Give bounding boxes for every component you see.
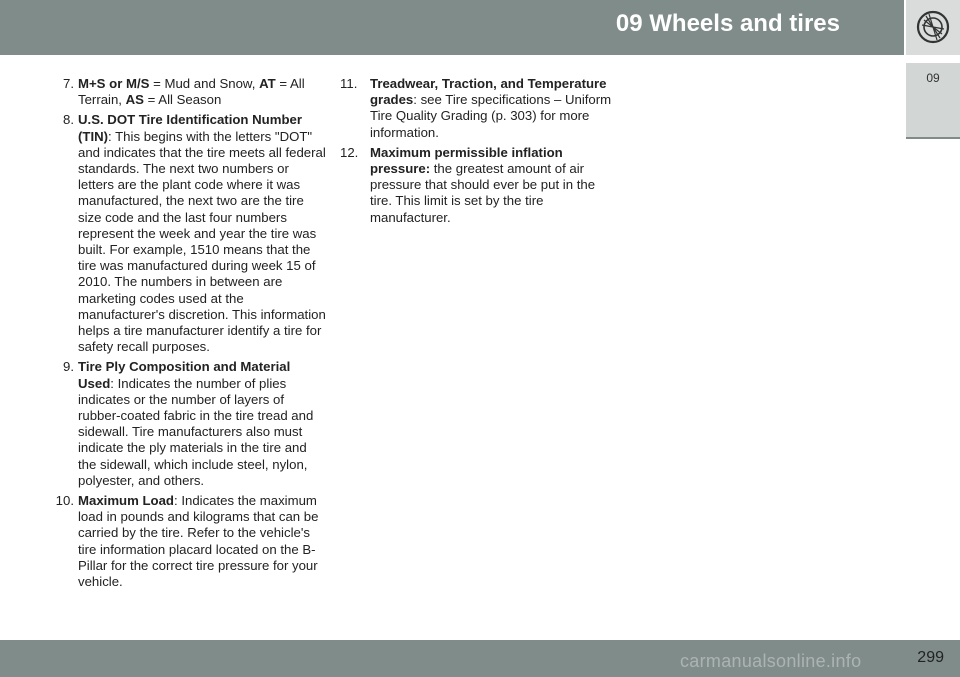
list-item [340, 145, 612, 226]
list-item-text [78, 76, 305, 107]
watermark: carmanualsonline.info [680, 651, 862, 671]
list-item-text [370, 145, 595, 225]
chapter-tab[interactable] [906, 63, 960, 139]
item-term: Tire Ply Composition and Material Used [78, 359, 291, 391]
list-item [48, 493, 326, 590]
item-term: Maximum permissible inflation pressure: [370, 144, 563, 177]
tire-icon [916, 10, 950, 44]
item-description: = Mud and Snow, [149, 76, 260, 91]
list-item-text [370, 76, 611, 140]
list-item-number: 8. [63, 112, 74, 128]
list-item-text [78, 359, 313, 487]
list-item-number: 12. [340, 144, 359, 160]
item-description: : Indicates the maximum load in pounds and kilograms that can be carried by the tire. Refer to the vehicle's tire information placard located on the B-Pillar for the correct tire pressure for your vehicle. [78, 493, 319, 590]
list-item-number: 7. [63, 76, 74, 91]
item-term: AS [125, 92, 144, 108]
list-item [340, 76, 612, 141]
item-term: U.S. DOT Tire Identification Number (TIN) [78, 112, 302, 144]
list-item-text [78, 112, 326, 354]
chapter-tab-label: 09 [926, 71, 940, 85]
item-description: : see Tire specifications – Uniform Tire Quality Grading (p. 303) for more information. [370, 92, 612, 140]
item-description: : Indicates the number of plies indicates or the number of layers of rubber-coated fabric in the tire tread and sidewall. Tire manufacturers also must indicate the ply materials in the tire and the sidewall, which include steel, nylon, polyester, and others. [78, 375, 314, 488]
list-item [48, 76, 326, 108]
list-item [48, 359, 326, 489]
item-term: Maximum Load [78, 493, 174, 509]
right-column [340, 76, 612, 230]
item-description: = All Terrain, [78, 76, 305, 108]
header-icon-box [906, 0, 960, 55]
item-description: = All Season [143, 92, 222, 108]
list-item-number: 11. [340, 76, 358, 91]
item-term: AT [259, 76, 276, 91]
item-description: the greatest amount of air pressure that should ever be put in the tire. This limit is set by the tire manufacturer. [370, 161, 596, 225]
page-number: 299 [917, 649, 944, 666]
list-item-number: 9. [63, 359, 74, 375]
left-column [48, 76, 326, 594]
item-description: : This begins with the letters "DOT" and indicates that the tire meets all federal standards. The next two numbers or letters are the plant code where it was manufactured, the next two are the tire size code and the last four numbers represent the week and year the tire was built. For example, 1510 means that the tire was manufactured during week 15 of 2010. The numbers in between are marketing codes used at the manufacturer's discretion. This information helps a tire manufacturer identify a tire for safety recall purposes. [78, 128, 326, 355]
list-item-number: 10. [55, 493, 74, 509]
header-bar [0, 0, 904, 55]
chapter-title: 09 Wheels and tires [615, 10, 840, 37]
list-item [48, 112, 326, 355]
item-term: M+S or M/S [78, 76, 150, 91]
list-item-text [78, 493, 318, 589]
item-term: Treadwear, Traction, and Temperature grades [370, 76, 607, 108]
